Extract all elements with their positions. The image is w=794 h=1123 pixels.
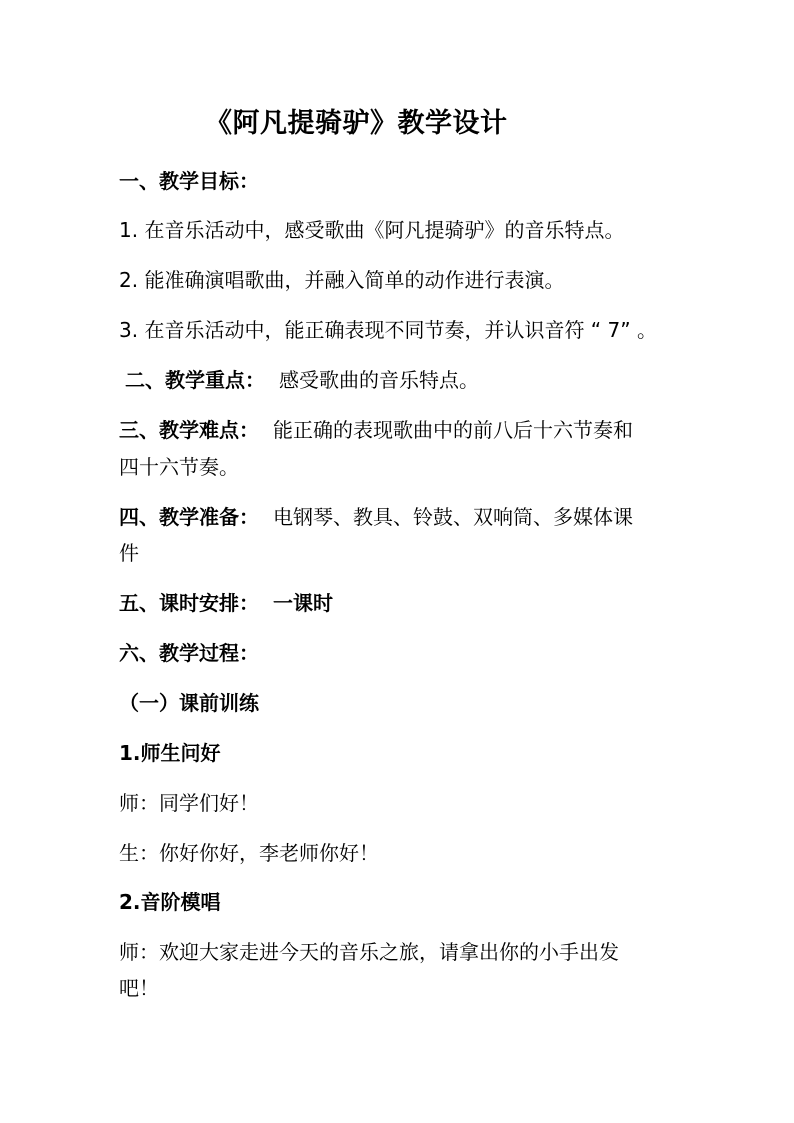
difficulties-text: 能正确的表现歌曲中的前八后十六节奏和	[273, 418, 633, 442]
objective-item-2: 2. 能准确演唱歌曲，并融入简单的动作进行表演。	[119, 268, 565, 292]
difficulties-text-continued: 四十六节奏。	[119, 455, 239, 479]
key-points-row	[125, 362, 695, 398]
key-points-text: 感受歌曲的音乐特点。	[279, 368, 479, 392]
process-heading: 六、教学过程：	[119, 641, 259, 665]
objective-item-3: 3. 在音乐活动中，能正确表现不同节奏，并认识音符 “ 7” 。	[119, 318, 657, 342]
dialogue-line-1: 师：同学们好！	[119, 791, 259, 815]
preparation-row	[119, 499, 689, 535]
schedule-row	[119, 585, 689, 621]
preparation-text-continued: 件	[119, 541, 139, 565]
process-step-1: 1.师生问好	[119, 741, 221, 765]
difficulties-heading: 三、教学难点：	[119, 418, 259, 442]
key-points-heading: 二、教学重点：	[125, 368, 265, 392]
process-step-2: 2.音阶模唱	[119, 890, 221, 914]
preparation-text: 电钢琴、教具、铃鼓、双响筒、多媒体课	[273, 505, 633, 529]
process-section-1: （一）课前训练	[119, 691, 259, 715]
preparation-heading: 四、教学准备：	[119, 505, 259, 529]
schedule-text: 一课时	[273, 591, 333, 615]
objective-item-1: 1. 在音乐活动中，感受歌曲《阿凡提骑驴》的音乐特点。	[119, 218, 625, 242]
document-title: 《阿凡提骑驴》教学设计	[205, 108, 508, 139]
schedule-heading: 五、课时安排：	[119, 591, 259, 615]
difficulties-row	[119, 412, 689, 448]
dialogue-line-3-continued: 吧！	[119, 976, 159, 1000]
objectives-heading: 一、教学目标：	[119, 169, 259, 193]
dialogue-line-2: 生：你好你好，李老师你好！	[119, 841, 379, 865]
dialogue-line-3: 师：欢迎大家走进今天的音乐之旅，请拿出你的小手出发	[119, 940, 619, 964]
